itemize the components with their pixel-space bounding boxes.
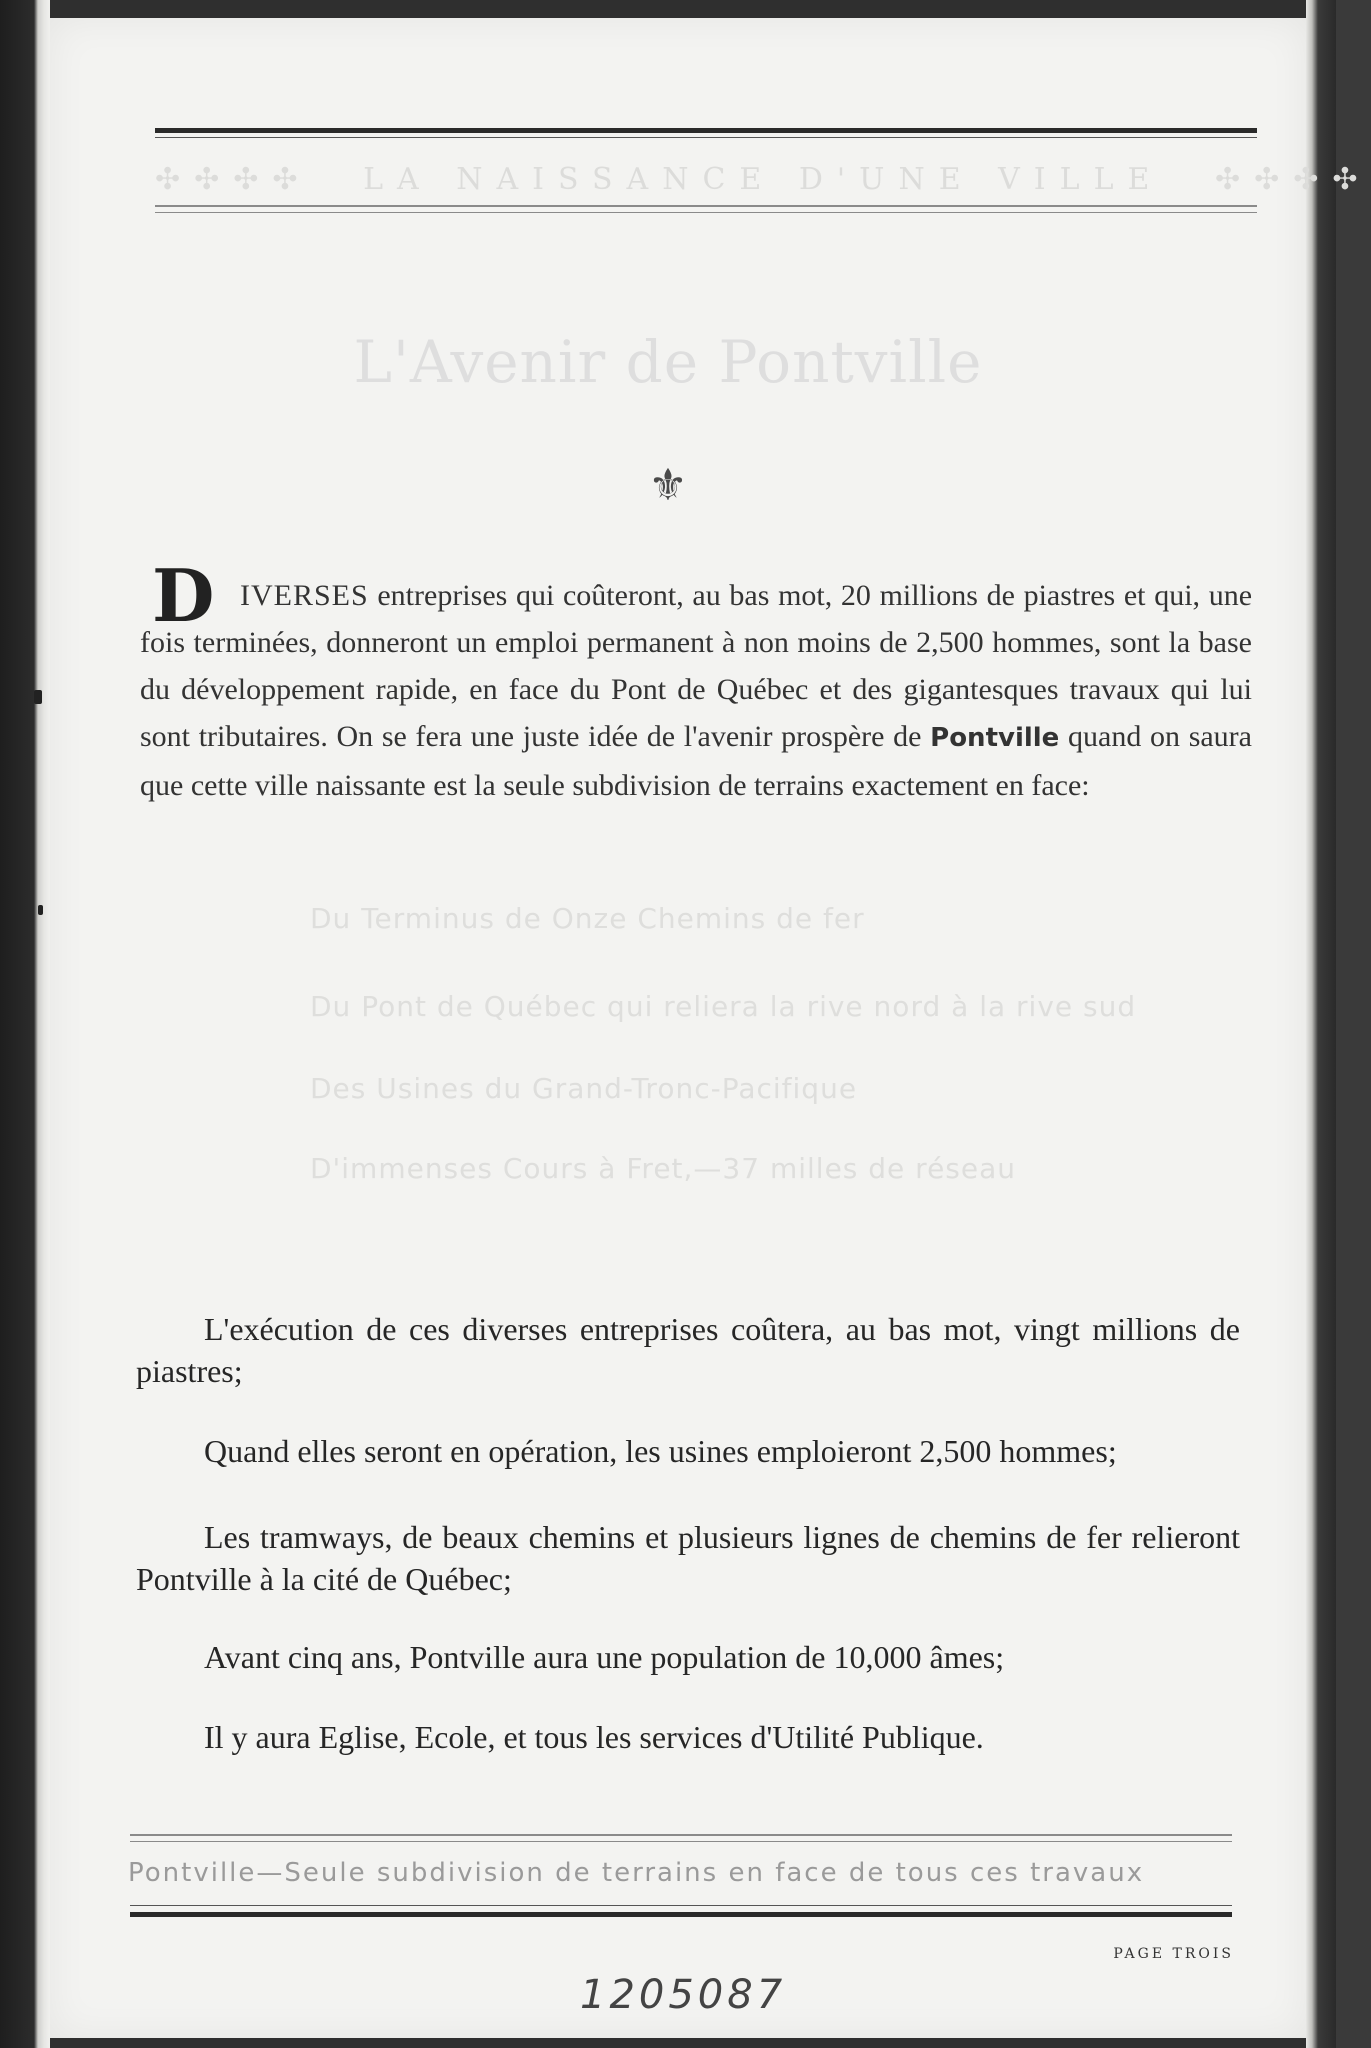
running-header (155, 162, 1371, 197)
pontville-name: Pontville (930, 723, 1060, 753)
running-title: LA NAISSANCE D'UNE VILLE (363, 162, 1164, 197)
footer-rule-top (130, 1834, 1232, 1836)
highlight-item: D'immenses Cours à Fret,—37 milles de réseau (310, 1152, 1017, 1185)
highlight-item: Du Terminus de Onze Chemins de fer (310, 902, 865, 935)
header-ornaments-right: ✣✣✣✣ (1214, 162, 1371, 197)
header-rule-bottom (155, 205, 1257, 207)
intro-lead: IVERSES (240, 579, 369, 612)
intro-paragraph (140, 572, 1252, 809)
footer-rule-top-thin (130, 1841, 1232, 1842)
footer-rule-bottom-thin (130, 1905, 1232, 1906)
header-ornaments-left: ✣✣✣✣ (155, 162, 312, 197)
body-paragraph: L'exécution de ces diverses entreprises coûtera, au bas mot, vingt millions de piastres; (136, 1311, 1240, 1389)
book-binding-edge (0, 0, 50, 2048)
drop-cap: D (152, 553, 215, 638)
intro-text-end: quand on saura que cette ville naissante est la seule subdivision de terrains exactement en face: (140, 720, 1252, 802)
binding-mark (34, 690, 42, 704)
footer-rule-bottom (130, 1912, 1232, 1917)
highlight-item: Des Usines du Grand-Tronc-Pacifique (310, 1072, 858, 1105)
page-right-edge (1306, 0, 1336, 2048)
body-paragraph: Il y aura Eglise, Ecole, et tous les services d'Utilité Publique. (204, 1719, 984, 1755)
page-number: PAGE TROIS (1113, 1946, 1234, 1962)
binding-mark (38, 905, 43, 915)
body-paragraph: Les tramways, de beaux chemins et plusieurs lignes de chemins de fer relieront Pontville à la cité de Québec; (136, 1519, 1240, 1597)
page-title: L'Avenir de Pontville (353, 328, 983, 396)
header-rule-bottom-thin (155, 212, 1257, 213)
fleur-de-lis-icon: ⚜ (648, 460, 688, 511)
highlight-item: Du Pont de Québec qui reliera la rive nord à la rive sud (310, 990, 1137, 1023)
intro-text: entreprises qui coûteront, au bas mot, 20 millions de piastres et qui, une fois terminées, donneront un emploi permanent à non moins de 2,500 hommes, sont la base du développement rapide, en face du Pont de Québec et des gigantesques travaux qui lui sont tributaires. On se fera une juste idée de l'avenir prospère de (140, 579, 1253, 753)
handwritten-catalog-number: 1205087 (580, 1972, 787, 2018)
footer-tagline: Pontville—Seule subdivision de terrains en face de tous ces travaux (128, 1858, 1145, 1888)
body-paragraph: Quand elles seront en opération, les usines emploieront 2,500 hommes; (204, 1433, 1117, 1469)
body-paragraph: Avant cinq ans, Pontville aura une population de 10,000 âmes; (204, 1639, 1005, 1675)
header-rule-top-thin (155, 137, 1257, 138)
header-rule-top (155, 128, 1257, 133)
